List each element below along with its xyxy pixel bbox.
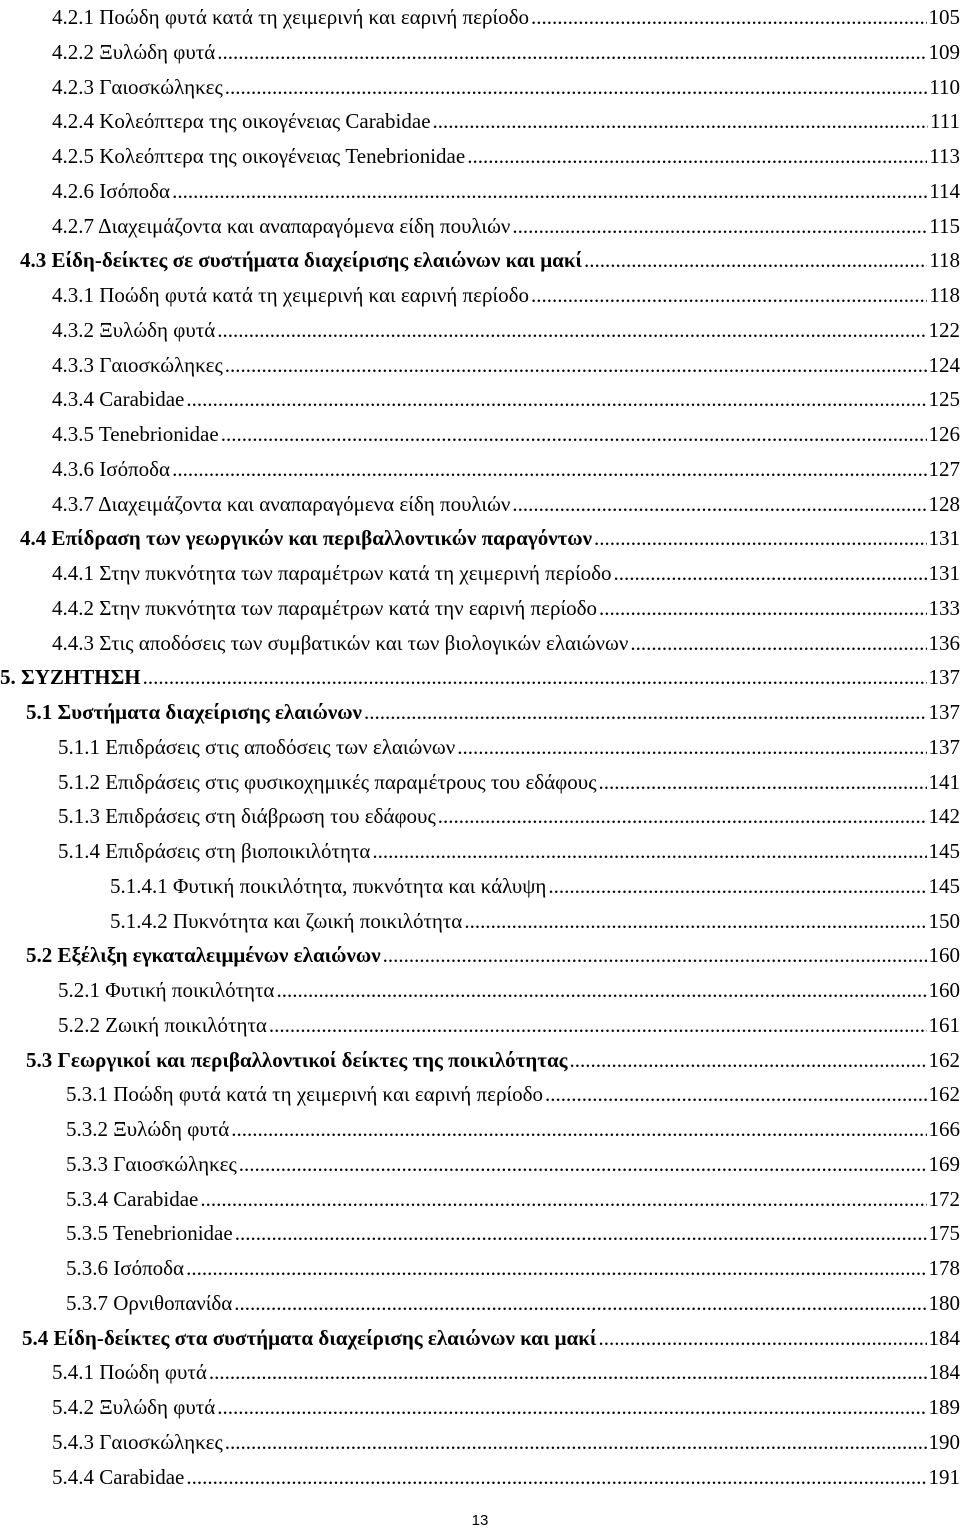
toc-leader-dots [234, 1291, 926, 1316]
toc-entry[interactable] [52, 487, 960, 517]
toc-entry-page: 166 [928, 1117, 960, 1141]
toc-leader-dots [433, 109, 929, 134]
toc-entry-title: 5.4.2 Ξυλώδη φυτά [52, 1395, 216, 1419]
toc-entry-title: 4.3.1 Ποώδη φυτά κατά τη χειμερινή και εαρινή περίοδο [52, 283, 529, 307]
toc-entry[interactable] [52, 104, 960, 134]
toc-leader-dots [143, 665, 927, 690]
toc-entry[interactable] [52, 1425, 960, 1455]
toc-entry-title: 5.4.3 Γαιοσκώληκες [52, 1429, 223, 1454]
toc-entry[interactable] [58, 765, 960, 795]
toc-entry[interactable] [66, 1251, 960, 1281]
toc-entry[interactable] [52, 35, 960, 65]
toc-leader-dots [217, 318, 926, 343]
toc-entry-title: 5.2 Εξέλιξη εγκαταλειμμένων ελαιώνων [26, 943, 381, 968]
toc-leader-dots [186, 1465, 926, 1490]
toc-entry-page: 125 [928, 387, 960, 412]
toc-entry-page: 175 [928, 1221, 960, 1246]
toc-entry-title: 4.4.3 Στις αποδόσεις των συμβατικών και των βιολογικών ελαιώνων [52, 630, 629, 655]
toc-leader-dots [531, 5, 927, 30]
toc-entry-page: 150 [928, 908, 960, 933]
toc-entry[interactable] [52, 626, 960, 656]
toc-entry[interactable] [66, 1147, 960, 1177]
toc-entry[interactable] [52, 313, 960, 343]
toc-entry[interactable] [110, 869, 960, 899]
toc-entry-page: 137 [928, 700, 960, 724]
toc-entry[interactable] [52, 139, 960, 169]
toc-entry-page: 172 [928, 1186, 960, 1211]
toc-entry-title: 5.1.1 Επιδράσεις στις αποδόσεις των ελαιώνων [58, 734, 456, 759]
toc-entry-page: 114 [929, 178, 960, 203]
toc-entry-page: 180 [928, 1290, 960, 1315]
toc-entry-page: 133 [928, 595, 960, 620]
toc-entry[interactable] [58, 799, 960, 829]
toc-entry[interactable] [52, 1460, 960, 1490]
toc-entry-title: 5.1 Συστήματα διαχείρισης ελαιώνων [26, 700, 362, 724]
toc-leader-dots [217, 40, 926, 65]
toc-entry-title: 4.3.2 Ξυλώδη φυτά [52, 317, 216, 342]
toc-entry-page: 136 [928, 630, 960, 655]
toc-entry-page: 142 [928, 804, 960, 829]
toc-entry[interactable] [66, 1182, 960, 1212]
toc-entry-page: 111 [930, 109, 960, 134]
toc-entry[interactable] [52, 382, 960, 412]
toc-entry[interactable] [58, 1008, 960, 1038]
toc-entry[interactable] [52, 591, 960, 621]
toc-entry-title: 5.1.4 Επιδράσεις στη βιοποικιλότητα [58, 839, 371, 863]
toc-entry[interactable] [26, 695, 960, 725]
toc-entry-page: 190 [928, 1429, 960, 1454]
toc-leader-dots [186, 1256, 926, 1281]
toc-leader-dots [594, 526, 927, 551]
toc-leader-dots [225, 75, 927, 100]
toc-entry-page: 124 [928, 352, 960, 377]
toc-leader-dots [225, 1430, 927, 1455]
toc-entry-title: 5.1.4.1 Φυτική ποικιλότητα, πυκνότητα και κάλυψη [110, 873, 547, 898]
toc-entry-page: 169 [928, 1151, 960, 1176]
toc-entry-page: 189 [928, 1395, 960, 1419]
toc-entry[interactable] [52, 556, 960, 586]
toc-entry[interactable] [52, 452, 960, 482]
toc-entry-page: 160 [928, 943, 960, 968]
toc-leader-dots [364, 700, 927, 725]
toc-entry[interactable] [52, 348, 960, 378]
toc-leader-dots [209, 1360, 927, 1385]
toc-entry-title: 5. ΣΥΖΗΤΗΣΗ [0, 665, 141, 690]
toc-entry-page: 131 [928, 526, 960, 551]
toc-entry-title: 4.3.3 Γαιοσκώληκες [52, 352, 223, 377]
toc-entry-page: 118 [929, 248, 960, 273]
toc-leader-dots [235, 1221, 927, 1246]
toc-entry-title: 4.3.6 Ισόποδα [52, 456, 171, 481]
toc-entry-page: 145 [928, 839, 960, 863]
toc-entry-page: 109 [928, 39, 960, 64]
toc-entry-title: 5.4.4 Carabidae [52, 1464, 185, 1489]
toc-entry-title: 5.3.2 Ξυλώδη φυτά [66, 1117, 230, 1141]
toc-entry-page: 105 [928, 5, 960, 29]
toc-entry[interactable] [52, 0, 960, 30]
toc-entry[interactable] [66, 1286, 960, 1316]
toc-entry-title: 4.3 Είδη-δείκτες σε συστήματα διαχείρισης ελαιώνων και μακί [20, 248, 582, 273]
toc-entry-title: 5.4.1 Ποώδη φυτά [52, 1360, 207, 1385]
toc-entry[interactable] [66, 1077, 960, 1107]
toc-entry[interactable] [20, 243, 960, 273]
toc-leader-dots [548, 874, 926, 899]
toc-entry[interactable] [52, 417, 960, 447]
toc-entry-page: 160 [928, 978, 960, 1002]
toc-entry-page: 145 [928, 873, 960, 898]
toc-entry[interactable] [52, 209, 960, 239]
toc-entry-title: 4.2.3 Γαιοσκώληκες [52, 74, 223, 99]
toc-entry-title: 5.3.6 Ισόποδα [66, 1256, 185, 1280]
toc-leader-dots [599, 596, 927, 621]
toc-entry-title: 5.2.1 Φυτική ποικιλότητα [58, 978, 275, 1002]
toc-leader-dots [438, 804, 927, 829]
toc-leader-dots [172, 457, 926, 482]
toc-entry-page: 110 [929, 74, 960, 99]
toc-leader-dots [614, 561, 927, 586]
toc-entry-title: 4.3.7 Διαχειμάζοντα και αναπαραγόμενα είδη πουλιών [52, 491, 511, 516]
toc-leader-dots [457, 735, 926, 760]
toc-leader-dots [512, 492, 926, 517]
toc-entry-page: 115 [929, 213, 960, 238]
toc-leader-dots [200, 1187, 926, 1212]
toc-entry-title: 5.2.2 Ζωική ποικιλότητα [58, 1012, 267, 1037]
toc-entry[interactable] [26, 938, 960, 968]
toc-leader-dots [464, 909, 926, 934]
toc-entry-title: 4.4.1 Στην πυκνότητα των παραμέτρων κατά τη χειμερινή περίοδο [52, 561, 612, 585]
toc-leader-dots [545, 1082, 927, 1107]
toc-entry-page: 178 [928, 1256, 960, 1280]
toc-entry-page: 191 [928, 1464, 960, 1489]
toc-leader-dots [467, 144, 927, 169]
toc-entry-title: 4.2.1 Ποώδη φυτά κατά τη χειμερινή και εαρινή περίοδο [52, 5, 529, 29]
toc-entry[interactable] [66, 1112, 960, 1142]
toc-leader-dots [231, 1117, 926, 1142]
toc-leader-dots [531, 283, 927, 308]
toc-entry-page: 137 [928, 734, 960, 759]
toc-entry[interactable] [52, 174, 960, 204]
toc-leader-dots [383, 943, 927, 968]
toc-entry-page: 161 [928, 1012, 960, 1037]
toc-leader-dots [217, 1395, 926, 1420]
toc-entry[interactable] [52, 1390, 960, 1420]
toc-entry[interactable] [20, 521, 960, 551]
toc-leader-dots [186, 387, 926, 412]
toc-leader-dots [239, 1152, 927, 1177]
toc-entry-page: 162 [928, 1047, 960, 1072]
toc-entry-page: 126 [928, 422, 960, 446]
toc-entry-page: 128 [928, 491, 960, 516]
page-number: 13 [471, 1512, 489, 1529]
toc-leader-dots [172, 179, 927, 204]
toc-leader-dots [630, 631, 926, 656]
toc-leader-dots [599, 770, 927, 795]
toc-entry-page: 141 [928, 769, 960, 794]
toc-entry-page: 113 [929, 144, 960, 168]
toc-leader-dots [276, 978, 926, 1003]
toc-entry-title: 5.1.3 Επιδράσεις στη διάβρωση του εδάφους [58, 804, 436, 829]
toc-entry-title: 4.3.5 Tenebrionidae [52, 422, 219, 446]
toc-entry-page: 118 [929, 283, 960, 307]
toc-entry[interactable] [0, 660, 960, 690]
toc-entry-title: 4.2.2 Ξυλώδη φυτά [52, 39, 216, 64]
toc-leader-dots [584, 248, 927, 273]
toc-entry-title: 5.3.4 Carabidae [66, 1186, 199, 1211]
toc-entry-title: 5.3 Γεωργικοί και περιβαλλοντικοί δείκτες της ποικιλότητας [26, 1047, 568, 1072]
toc-entry[interactable] [66, 1216, 960, 1246]
toc-entry-title: 5.3.7 Ορνιθοπανίδα [66, 1290, 233, 1315]
toc-entry-title: 4.3.4 Carabidae [52, 387, 185, 412]
toc-entry-title: 4.2.6 Ισόποδα [52, 178, 171, 203]
toc-entry-page: 131 [928, 561, 960, 585]
toc-entry-page: 127 [928, 456, 960, 481]
toc-entry-title: 4.4 Επίδραση των γεωργικών και περιβαλλοντικών παραγόντων [20, 526, 592, 551]
toc-entry-page: 184 [928, 1325, 960, 1350]
toc-leader-dots [225, 353, 927, 378]
toc-entry-title: 4.2.5 Κολεόπτερα της οικογένειας Tenebrionidae [52, 144, 466, 168]
toc-entry-title: 5.4 Είδη-δείκτες στα συστήματα διαχείρισης ελαιώνων και μακί [22, 1325, 597, 1350]
toc-entry-page: 137 [928, 665, 960, 690]
toc-entry[interactable] [58, 834, 960, 864]
toc-entry[interactable] [22, 1321, 960, 1351]
toc-entry-page: 184 [928, 1360, 960, 1385]
toc-entry-title: 5.1.4.2 Πυκνότητα και ζωική ποικιλότητα [110, 908, 463, 933]
toc-entry[interactable] [52, 1355, 960, 1385]
toc-entry-title: 4.2.4 Κολεόπτερα της οικογένειας Carabidae [52, 109, 431, 134]
toc-entry-title: 5.1.2 Επιδράσεις στις φυσικοχημικές παραμέτρους του εδάφους [58, 769, 597, 794]
toc-leader-dots [372, 839, 926, 864]
toc-entry-title: 5.3.1 Ποώδη φυτά κατά τη χειμερινή και εαρινή περίοδο [66, 1082, 543, 1107]
toc-leader-dots [512, 214, 927, 239]
toc-entry-title: 4.4.2 Στην πυκνότητα των παραμέτρων κατά την εαρινή περίοδο [52, 595, 597, 620]
toc-entry[interactable] [58, 730, 960, 760]
toc-leader-dots [221, 422, 927, 447]
toc-entry-title: 5.3.3 Γαιοσκώληκες [66, 1151, 237, 1176]
toc-entry[interactable] [110, 904, 960, 934]
toc-entry[interactable] [52, 70, 960, 100]
toc-entry[interactable] [58, 973, 960, 1003]
toc-entry[interactable] [52, 278, 960, 308]
toc-leader-dots [570, 1048, 927, 1073]
toc-entry-title: 5.3.5 Tenebrionidae [66, 1221, 233, 1246]
toc-entry-page: 162 [928, 1082, 960, 1107]
toc-entry-title: 4.2.7 Διαχειμάζοντα και αναπαραγόμενα είδη πουλιών [52, 213, 511, 238]
toc-entry-page: 122 [928, 317, 960, 342]
toc-leader-dots [598, 1326, 926, 1351]
toc-leader-dots [269, 1013, 927, 1038]
toc-entry[interactable] [26, 1043, 960, 1073]
